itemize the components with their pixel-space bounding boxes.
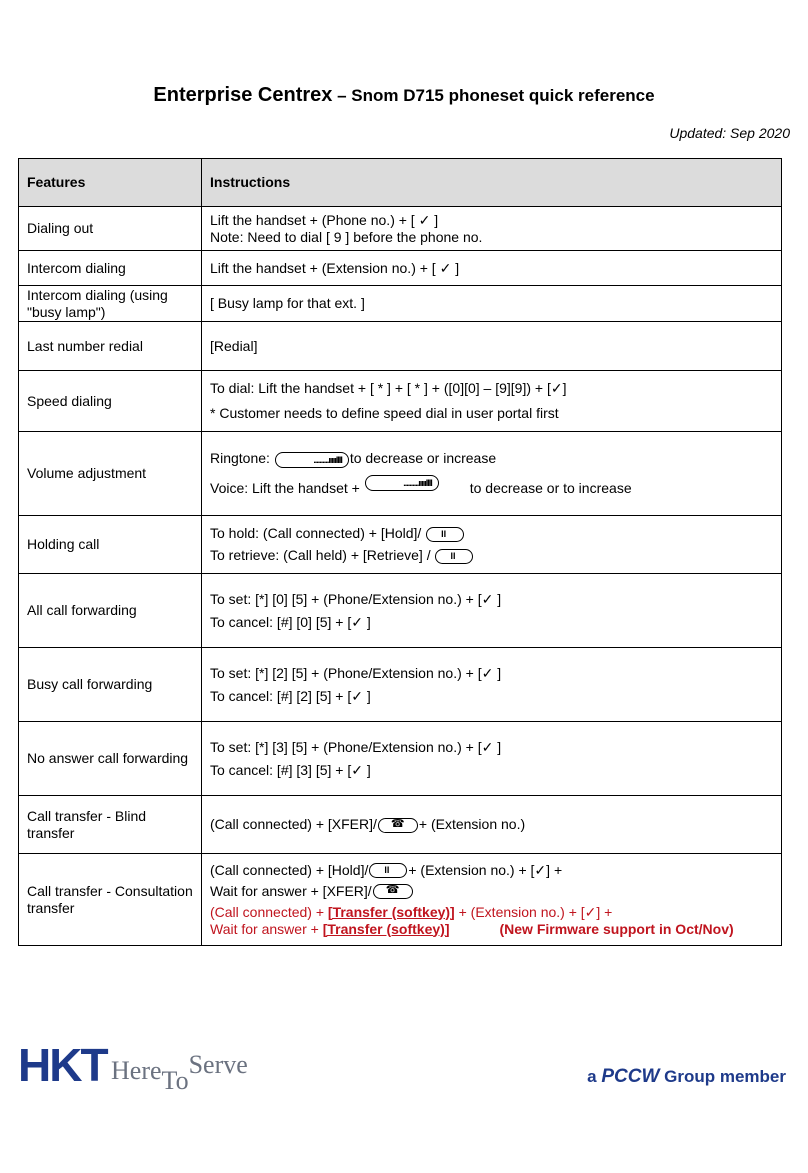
text: + (Extension no.) + [✓] + — [408, 861, 563, 878]
text: + (Extension no.) + [✓] + — [454, 903, 613, 920]
pause-glyph: II — [384, 865, 390, 876]
slogan — [111, 1050, 248, 1095]
table-row — [19, 286, 782, 322]
hold-key-icon — [369, 863, 407, 878]
instruction-line: To cancel: [#] [3] [5] + [✓ ] — [210, 761, 371, 778]
title-main: Enterprise Centrex — [153, 84, 333, 106]
instruction-line — [210, 450, 773, 467]
text: (Call connected) + — [210, 903, 328, 920]
instruction-line: Lift the handset + (Phone no.) + [ ✓ ] — [210, 211, 439, 228]
header-instructions: Instructions — [202, 159, 782, 207]
table-row — [19, 251, 782, 286]
instruction-line — [210, 525, 773, 542]
instruction-cell — [202, 854, 782, 946]
header-features: Features — [19, 159, 202, 207]
instruction-line — [210, 904, 773, 921]
table-row — [19, 648, 782, 722]
instruction-line: Note: Need to dial [ 9 ] before the phone no. — [210, 228, 483, 245]
volume-key-icon — [365, 475, 439, 491]
instruction-cell — [202, 574, 782, 648]
instruction-cell — [202, 796, 782, 854]
text: (Call connected) + [XFER]/ — [210, 816, 377, 832]
instruction-cell — [202, 648, 782, 722]
firmware-note: (New Firmware support in Oct/Nov) — [499, 920, 734, 937]
instruction-cell — [202, 251, 782, 286]
text: to decrease or increase — [349, 450, 497, 467]
instruction-line: To set: [*] [0] [5] + (Phone/Extension no.) + [✓ ] — [210, 590, 502, 607]
feature-cell: Intercom dialing (using "busy lamp") — [19, 286, 202, 322]
text: Wait for answer + — [210, 920, 323, 937]
hold-key-icon — [426, 527, 464, 542]
instruction-line — [210, 921, 773, 938]
instruction-cell — [202, 516, 782, 574]
phone-glyph: ☎ — [390, 817, 405, 830]
feature-cell: Last number redial — [19, 322, 202, 371]
instruction-line: Lift the handset + (Extension no.) + [ ✓ ] — [210, 259, 460, 276]
instruction-cell — [202, 322, 782, 371]
instruction-cell — [202, 207, 782, 251]
feature-cell: Call transfer - Consultation transfer — [19, 854, 202, 946]
instruction-cell — [202, 432, 782, 516]
updated-date: Updated: Sep 2020 — [669, 125, 790, 141]
table-row — [19, 371, 782, 432]
phone-glyph: ☎ — [385, 884, 400, 897]
transfer-softkey: [Transfer (softkey)] — [327, 903, 455, 920]
transfer-key-icon — [373, 884, 413, 899]
instruction-line: To set: [*] [2] [5] + (Phone/Extension no.) + [✓ ] — [210, 664, 502, 681]
instruction-line — [210, 883, 773, 900]
text: To hold: (Call connected) + [Hold]/ — [210, 525, 422, 541]
volume-bars: ..........ıııııIIII — [313, 454, 342, 465]
instruction-line: To dial: Lift the handset + [ * ] + [ * ] + ([0][0] – [9][9]) + [✓] — [210, 380, 567, 396]
slogan-part: Serve — [188, 1050, 248, 1079]
volume-key-icon — [275, 452, 349, 468]
text: To retrieve: (Call held) + [Retrieve] / — [210, 547, 431, 563]
feature-cell: Busy call forwarding — [19, 648, 202, 722]
hold-key-icon — [435, 549, 473, 564]
reference-table — [18, 158, 782, 946]
feature-cell: Speed dialing — [19, 371, 202, 432]
instruction-line — [210, 816, 773, 833]
table-row — [19, 322, 782, 371]
title-sub: – Snom D715 phoneset quick reference — [332, 86, 655, 105]
instruction-line — [210, 862, 773, 879]
table-row — [19, 207, 782, 251]
instruction-line — [210, 547, 773, 564]
feature-cell: All call forwarding — [19, 574, 202, 648]
text: Group member — [659, 1067, 786, 1086]
text: (Call connected) + [Hold]/ — [210, 861, 369, 878]
instruction-line: [ Busy lamp for that ext. ] — [210, 295, 365, 311]
instruction-line: To cancel: [#] [0] [5] + [✓ ] — [210, 613, 371, 630]
feature-cell: Intercom dialing — [19, 251, 202, 286]
table-row — [19, 432, 782, 516]
pccw-logo: PCCW — [601, 1066, 660, 1087]
pccw-tagline — [587, 1066, 786, 1088]
page-title — [0, 84, 808, 107]
volume-bars: ..........ıııııIIII — [403, 477, 432, 488]
feature-cell: No answer call forwarding — [19, 722, 202, 796]
instruction-line: [Redial] — [210, 337, 258, 354]
text: + (Extension no.) — [418, 816, 526, 832]
text: Voice: Lift the handset + — [210, 479, 360, 496]
table-row — [19, 574, 782, 648]
text: a — [587, 1067, 602, 1086]
instruction-line: * Customer needs to define speed dial in user portal first — [210, 405, 559, 421]
feature-cell: Dialing out — [19, 207, 202, 251]
pause-glyph: II — [441, 528, 447, 539]
instruction-cell — [202, 722, 782, 796]
instruction-line: To set: [*] [3] [5] + (Phone/Extension no.) + [✓ ] — [210, 738, 502, 755]
text: Ringtone: — [210, 450, 270, 467]
table-row — [19, 854, 782, 946]
pause-glyph: II — [450, 550, 456, 561]
feature-cell: Volume adjustment — [19, 432, 202, 516]
hkt-logo — [18, 1039, 248, 1095]
table-row — [19, 722, 782, 796]
text: Wait for answer + [XFER]/ — [210, 882, 372, 899]
slogan-part: To — [161, 1066, 189, 1095]
table-row — [19, 516, 782, 574]
instruction-cell — [202, 371, 782, 432]
instruction-line — [210, 477, 773, 497]
feature-cell: Holding call — [19, 516, 202, 574]
text: to decrease or to increase — [469, 479, 632, 496]
transfer-key-icon — [378, 818, 418, 833]
instruction-line: To cancel: [#] [2] [5] + [✓ ] — [210, 687, 371, 704]
instruction-cell — [202, 286, 782, 322]
transfer-softkey: [Transfer (softkey)] — [322, 920, 450, 937]
hkt-wordmark: HKT — [18, 1039, 107, 1091]
table-row — [19, 796, 782, 854]
feature-cell: Call transfer - Blind transfer — [19, 796, 202, 854]
slogan-part: Here — [111, 1056, 162, 1085]
